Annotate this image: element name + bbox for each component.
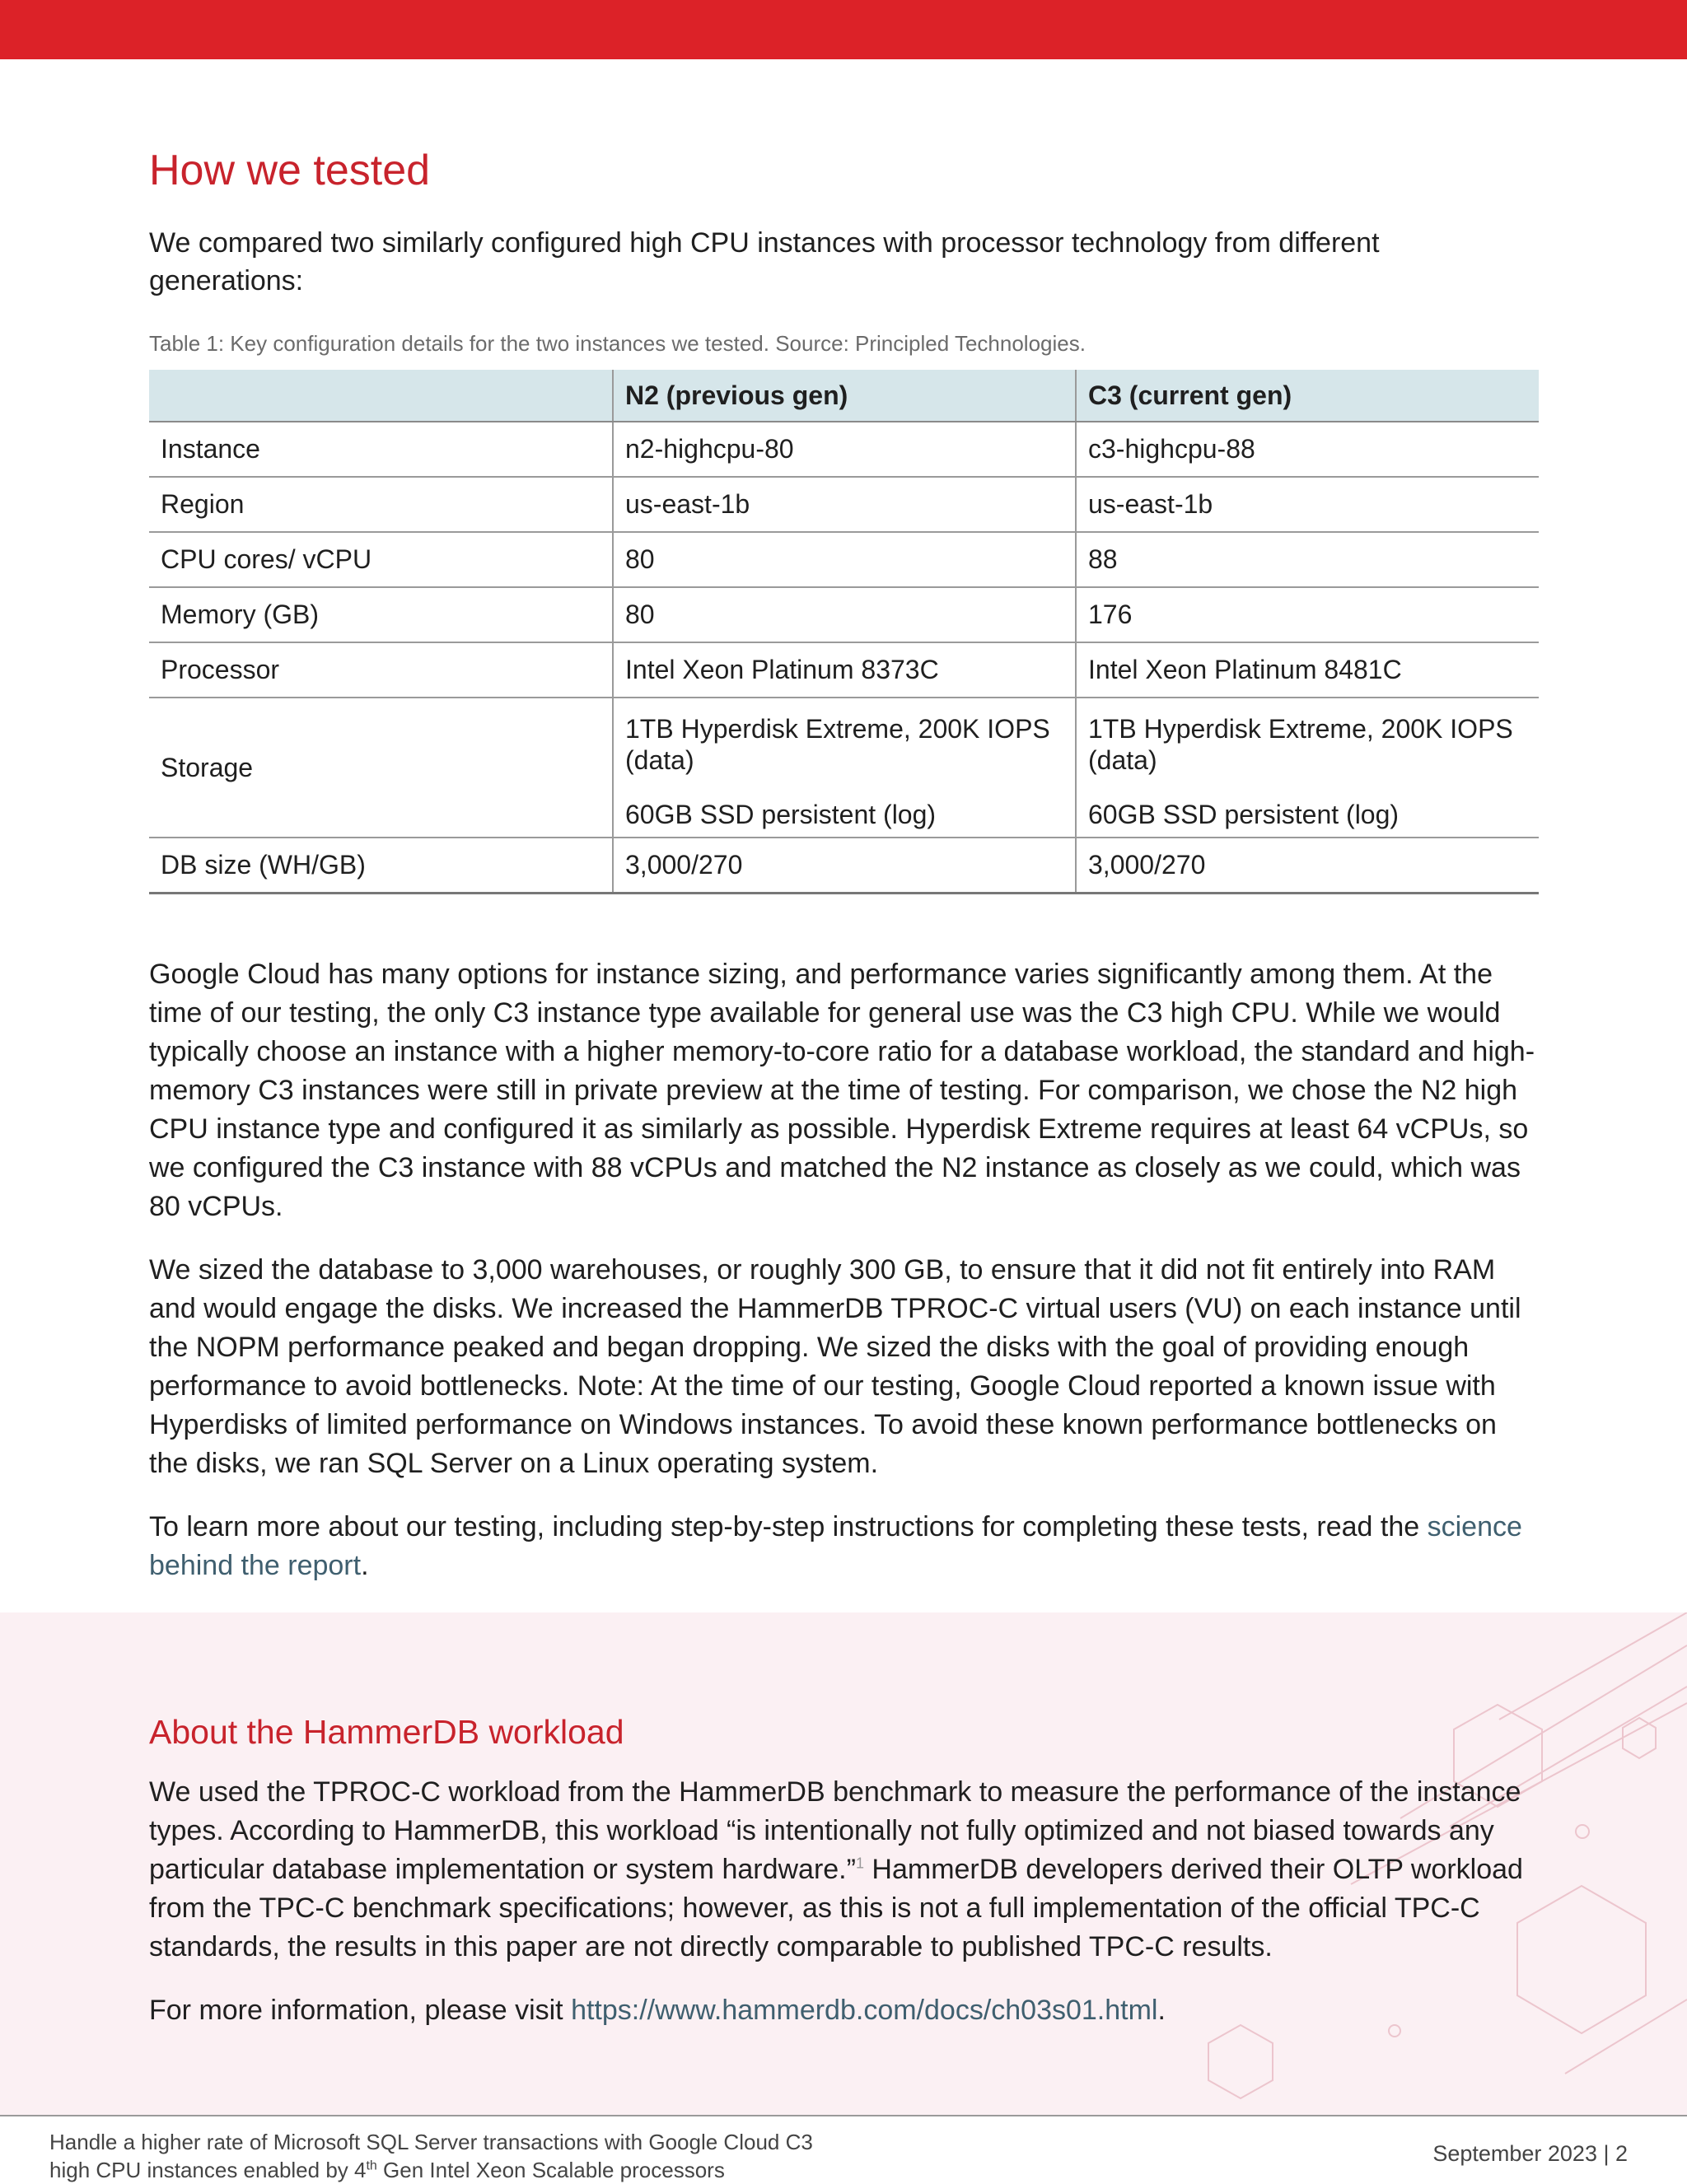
c3-value: 176 xyxy=(1076,587,1539,642)
top-brand-bar xyxy=(0,0,1687,59)
section-title: About the HammerDB workload xyxy=(149,1713,624,1751)
n2-storage-data: 1TB Hyperdisk Extreme, 200K IOPS (data) xyxy=(625,714,1050,775)
table-caption: Table 1: Key configuration details for the two instances we tested. Source: Principled Technologies. xyxy=(149,331,1086,356)
paragraph xyxy=(149,1773,1549,1967)
row-label: Instance xyxy=(149,422,613,477)
paragraph xyxy=(149,1991,1549,2030)
table-row xyxy=(149,422,1539,477)
n2-value: 80 xyxy=(613,587,1076,642)
footer-text: high CPU instances enabled by 4 xyxy=(49,2158,367,2182)
footer-line: Handle a higher rate of Microsoft SQL Server transactions with Google Cloud C3 xyxy=(49,2130,813,2154)
row-label: Storage xyxy=(149,698,613,838)
n2-value: 80 xyxy=(613,532,1076,587)
page-footer xyxy=(0,2115,1687,2184)
header-cell-n2: N2 (previous gen) xyxy=(613,370,1076,422)
table-row xyxy=(149,532,1539,587)
row-label: Region xyxy=(149,477,613,532)
n2-storage-log: 60GB SSD persistent (log) xyxy=(625,800,937,829)
footer-report-title xyxy=(49,2128,813,2184)
c3-value: c3-highcpu-88 xyxy=(1076,422,1539,477)
row-label: Memory (GB) xyxy=(149,587,613,642)
c3-storage xyxy=(1076,698,1539,838)
paragraph-text: To learn more about our testing, including step-by-step instructions for completing these tests, read the xyxy=(149,1511,1428,1542)
footnote-marker[interactable]: 1 xyxy=(855,1855,864,1872)
c3-value: 88 xyxy=(1076,532,1539,587)
config-table xyxy=(149,370,1539,894)
paragraph-text: . xyxy=(1157,1995,1166,2026)
header-cell-c3: C3 (current gen) xyxy=(1076,370,1539,422)
science-behind-report-link[interactable]: science behind the report xyxy=(149,1511,1522,1581)
row-label: DB size (WH/GB) xyxy=(149,838,613,894)
header-cell-blank xyxy=(149,370,613,422)
paragraph xyxy=(149,1508,1541,1585)
n2-value: Intel Xeon Platinum 8373C xyxy=(613,642,1076,698)
n2-value: 3,000/270 xyxy=(613,838,1076,894)
hammerdb-docs-link[interactable]: https://www.hammerdb.com/docs/ch03s01.html xyxy=(571,1995,1158,2026)
n2-value: n2-highcpu-80 xyxy=(613,422,1076,477)
table-row-storage xyxy=(149,698,1539,838)
c3-value: Intel Xeon Platinum 8481C xyxy=(1076,642,1539,698)
paragraph-text: . xyxy=(361,1550,369,1581)
footer-line xyxy=(49,2156,813,2184)
table-row xyxy=(149,477,1539,532)
n2-storage xyxy=(613,698,1076,838)
footer-text: Gen Intel Xeon Scalable processors xyxy=(376,2158,725,2182)
c3-value: us-east-1b xyxy=(1076,477,1539,532)
section-title: How we tested xyxy=(149,147,431,194)
table-row xyxy=(149,838,1539,894)
footer-date-page: September 2023 | 2 xyxy=(1432,2141,1628,2166)
row-label: Processor xyxy=(149,642,613,698)
footer-superscript: th xyxy=(366,2158,377,2173)
body-text xyxy=(149,955,1541,1585)
paragraph-text: HammerDB developers derived their OLTP workload from the TPC-C benchmark specifications; however, as this is not a full implementation of the official TPC-C standards, the results in this paper are not directly comparable to published TPC-C results. xyxy=(149,1854,1523,1962)
c3-storage-log: 60GB SSD persistent (log) xyxy=(1088,800,1400,829)
intro-text: We compared two similarly configured high CPU instances with processor technology from different generations: xyxy=(149,227,1380,296)
about-hammerdb-section xyxy=(149,1707,1549,2030)
row-label: CPU cores/ vCPU xyxy=(149,532,613,587)
table-row xyxy=(149,587,1539,642)
paragraph: We sized the database to 3,000 warehouses, or roughly 300 GB, to ensure that it did not fit entirely into RAM and would engage the disks. We increased the HammerDB TPROC-C virtual users (VU) on each instance until the NOPM performance peaked and began dropping. We sized the disks with the goal of providing enough performance to avoid bottlenecks. Note: At the time of our testing, Google Cloud reported a known issue with Hyperdisks of limited performance on Windows instances. To avoid these known performance bottlenecks on the disks, we ran SQL Server on a Linux operating system. xyxy=(149,1254,1521,1479)
paragraph-text: We used the TPROC-C workload from the HammerDB benchmark to measure the performance of the instance types. According to HammerDB, this workload “is intentionally not fully optimized and not biased towards any particular database implementation or system hardware.” xyxy=(149,1776,1521,1885)
paragraph-text: For more information, please visit xyxy=(149,1995,572,2026)
c3-value: 3,000/270 xyxy=(1076,838,1539,894)
paragraph: Google Cloud has many options for instance sizing, and performance varies significantly among them. At the time of our testing, the only C3 instance type available for general use was the C3 high CPU. While we would typically choose an instance with a higher memory-to-core ratio for a database workload, the standard and high-memory C3 instances were still in private preview at the time of testing. For comparison, we chose the N2 high CPU instance type and configured it as similarly as possible. Hyperdisk Extreme requires at least 64 vCPUs, so we configured the C3 instance with 88 vCPUs and matched the N2 instance as closely as we could, which was 80 vCPUs. xyxy=(149,959,1535,1222)
table-header-row xyxy=(149,370,1539,422)
n2-value: us-east-1b xyxy=(613,477,1076,532)
c3-storage-data: 1TB Hyperdisk Extreme, 200K IOPS (data) xyxy=(1088,714,1513,775)
how-we-tested-section xyxy=(149,140,1541,1610)
table-row xyxy=(149,642,1539,698)
